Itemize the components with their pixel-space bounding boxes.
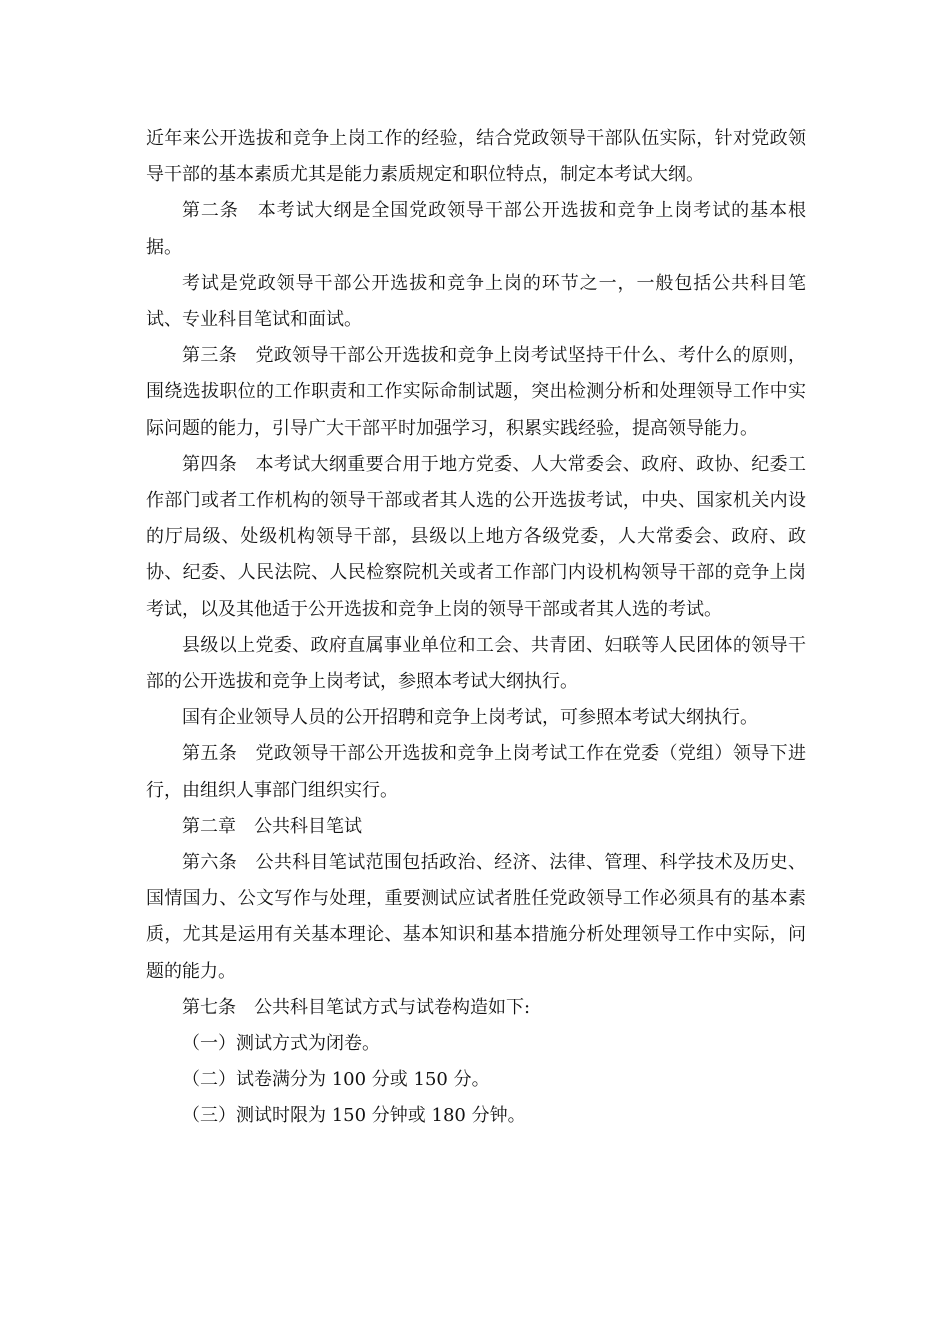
- paragraph-article-4: 第四条 本考试大纲重要合用于地方党委、人大常委会、政府、政协、纪委工作部门或者工作机构的领导干部或者其人选的公开选拔考试，中央、国家机关内设的厅局级、处级机构领导干部，县级以上地方各级党委，人大常委会、政府、政协、纪委、人民法院、人民检察院机关或者工作部门内设机构领导干部的竞争上岗考试，以及其他适于公开选拔和竞争上岗的领导干部或者其人选的考试。: [146, 453, 806, 620]
- paragraph-article-2: 第二条 本考试大纲是全国党政领导干部公开选拔和竞争上岗考试的基本根据。: [146, 200, 806, 258]
- list-item-full-score: （二）试卷满分为 100 分或 150 分。: [182, 1069, 490, 1091]
- paragraph-article-3: 第三条 党政领导干部公开选拔和竞争上岗考试坚持干什么、考什么的原则，围绕选拔职位的工作职责和工作实际命制试题，突出检测分析和处理领导工作中实际问题的能力，引导广大干部平时加强学习，积累实践经验，提高领导能力。: [146, 345, 806, 439]
- chapter-heading-2: 第二章 公共科目笔试: [182, 815, 362, 837]
- paragraph-article-5: 第五条 党政领导干部公开选拔和竞争上岗考试工作在党委（党组）领导下进行，由组织人事部门组织实行。: [146, 743, 806, 801]
- list-item-exam-mode: （一）测试方式为闭卷。: [182, 1033, 380, 1055]
- paragraph-article-7: 第七条 公共科目笔试方式与试卷构造如下:: [182, 996, 531, 1018]
- paragraph-intro-continuation: 近年来公开选拔和竞争上岗工作的经验，结合党政领导干部队伍实际，针对党政领导干部的基本素质尤其是能力素质规定和职位特点，制定本考试大纲。: [146, 128, 806, 186]
- paragraph-article-6: 第六条 公共科目笔试范围包括政治、经济、法律、管理、科学技术及历史、国情国力、公文写作与处理，重要测试应试者胜任党政领导工作必须具有的基本素质，尤其是运用有关基本理论、基本知识和基本措施分析处理领导工作中实际，问题的能力。: [146, 852, 806, 982]
- paragraph-county-level: 县级以上党委、政府直属事业单位和工会、共青团、妇联等人民团体的领导干部的公开选拔和竞争上岗考试，参照本考试大纲执行。: [146, 634, 806, 693]
- paragraph-exam-components: 考试是党政领导干部公开选拔和竞争上岗的环节之一，一般包括公共科目笔试、专业科目笔试和面试。: [146, 272, 806, 331]
- list-item-time-limit: （三）测试时限为 150 分钟或 180 分钟。: [182, 1105, 526, 1127]
- paragraph-state-enterprise: 国有企业领导人员的公开招聘和竞争上岗考试，可参照本考试大纲执行。: [182, 707, 758, 729]
- document-body: [146, 121, 806, 1135]
